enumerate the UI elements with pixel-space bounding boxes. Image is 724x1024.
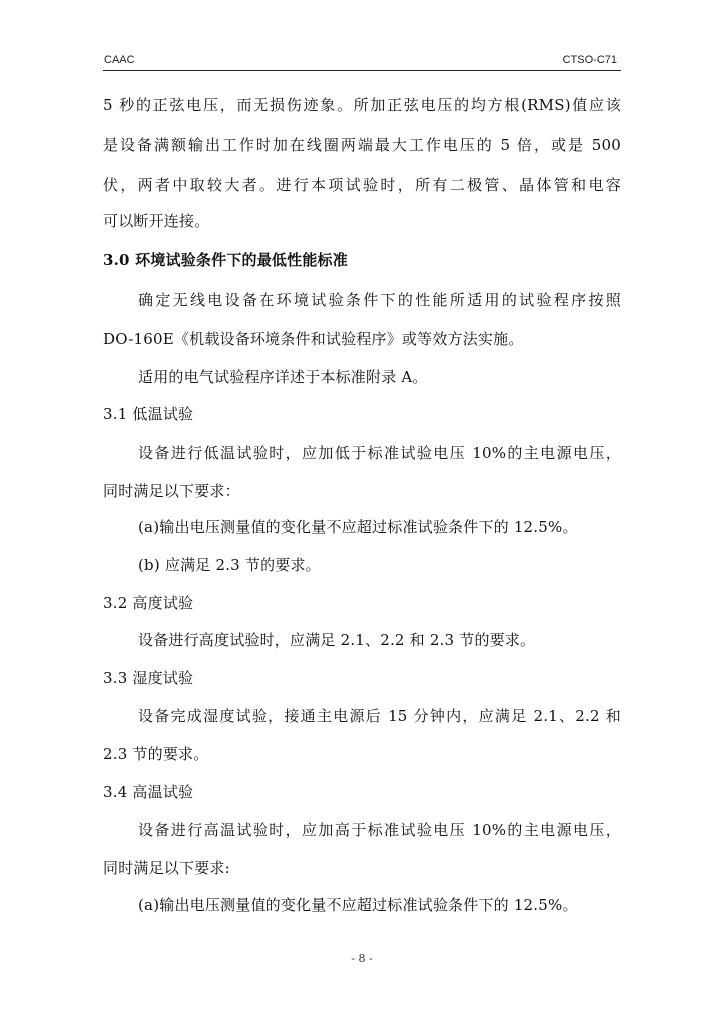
paragraph-line: 设备完成湿度试验，接通主电源后 15 分钟内，应满足 2.1、2.2 和 (138, 707, 621, 725)
paragraph-line: 是设备满额输出工作时加在线圈两端最大工作电压的 5 倍，或是 500 (103, 136, 621, 154)
subsection-heading: 3.4 高温试验 (103, 783, 194, 801)
paragraph-line: 5 秒的正弦电压，而无损伤迹象。所加正弦电压的均方根(RMS)值应该 (103, 96, 621, 114)
header-org: CAAC (104, 54, 135, 66)
paragraph-line: DO-160E《机载设备环境条件和试验程序》或等效方法实施。 (103, 330, 524, 348)
paragraph-line: 同时满足以下要求: (103, 859, 230, 877)
list-item: (a)输出电压测量值的变化量不应超过标准试验条件下的 12.5%。 (138, 896, 578, 914)
section-heading: 3.0 环境试验条件下的最低性能标准 (103, 251, 348, 269)
paragraph-line: 同时满足以下要求： (103, 482, 240, 500)
page-number: - 8 - (351, 952, 373, 965)
header-doc-id: CTSO-C71 (562, 54, 617, 66)
paragraph-line: 适用的电气试验程序详述于本标准附录 A。 (138, 368, 428, 386)
paragraph-line: 确定无线电设备在环境试验条件下的性能所适用的试验程序按照 (138, 291, 621, 309)
paragraph-line: 2.3 节的要求。 (103, 745, 209, 763)
subsection-heading: 3.3 湿度试验 (103, 669, 194, 687)
subsection-heading: 3.1 低温试验 (103, 405, 194, 423)
list-item: (a)输出电压测量值的变化量不应超过标准试验条件下的 12.5%。 (138, 518, 578, 536)
paragraph-line: 设备进行高度试验时，应满足 2.1、2.2 和 2.3 节的要求。 (138, 631, 536, 649)
paragraph-line: 设备进行高温试验时，应加高于标准试验电压 10%的主电源电压， (138, 821, 621, 839)
paragraph-line: 可以断开连接。 (103, 212, 210, 230)
list-item: (b) 应满足 2.3 节的要求。 (138, 556, 321, 574)
paragraph-line: 伏，两者中取较大者。进行本项试验时，所有二极管、晶体管和电容 (103, 176, 621, 194)
subsection-heading: 3.2 高度试验 (103, 594, 194, 612)
paragraph-line: 设备进行低温试验时，应加低于标准试验电压 10%的主电源电压， (138, 444, 621, 462)
page-header (103, 52, 621, 71)
